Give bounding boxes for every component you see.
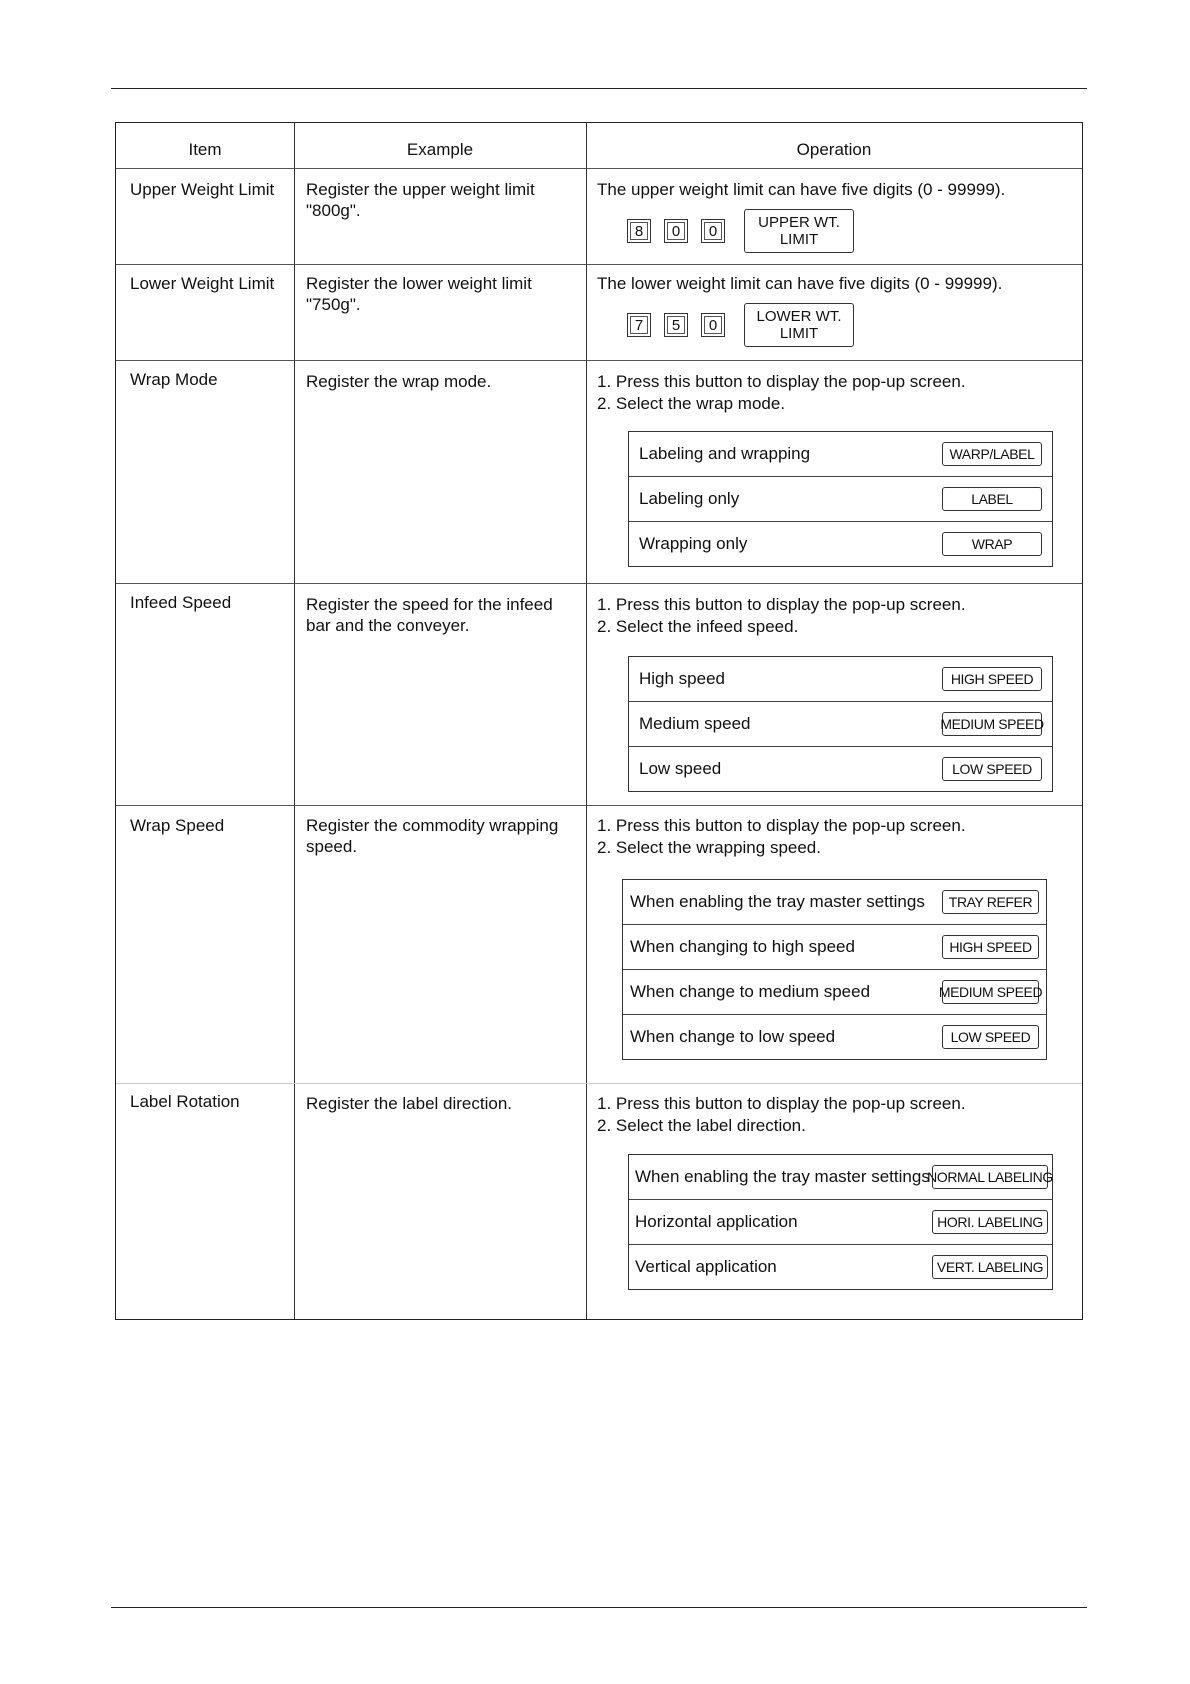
row-divider	[116, 360, 1082, 361]
row-divider	[116, 805, 1082, 806]
infeed-speed-option: Low speed LOW SPEED	[629, 747, 1052, 791]
item-upper-weight-limit: Upper Weight Limit	[130, 180, 275, 199]
item-infeed-speed: Infeed Speed	[130, 593, 232, 612]
wrap-mode-step-2: 2. Select the wrap mode.	[597, 394, 786, 413]
item-wrap-mode: Wrap Mode	[130, 370, 218, 389]
warp-label-button[interactable]: WARP/LABEL	[942, 442, 1042, 466]
settings-table	[115, 122, 1083, 1320]
numeric-key[interactable]: 7	[627, 313, 651, 337]
infeed-step-2: 2. Select the infeed speed.	[597, 617, 799, 636]
label-rotation-step-1: 1. Press this button to display the pop-up screen.	[597, 1094, 966, 1113]
numeric-key[interactable]: 8	[627, 219, 651, 243]
header-item: Item	[188, 140, 222, 159]
label-rotation-popup	[628, 1154, 1053, 1290]
label-rotation-option: Horizontal application HORI. LABELING	[629, 1200, 1052, 1245]
wrap-speed-step-2: 2. Select the wrapping speed.	[597, 838, 821, 857]
example-infeed-speed: Register the speed for the infeed bar and the conveyer.	[306, 595, 553, 635]
wrap-speed-option: When changing to high speed HIGH SPEED	[623, 925, 1046, 970]
header-operation: Operation	[796, 140, 872, 159]
low-speed-button[interactable]: LOW SPEED	[942, 757, 1042, 781]
wrap-mode-step-1: 1. Press this button to display the pop-up screen.	[597, 372, 966, 391]
example-wrap-speed: Register the commodity wrapping speed.	[306, 816, 559, 856]
wrap-mode-option: Labeling and wrapping WARP/LABEL	[629, 432, 1052, 477]
wrap-speed-option: When change to low speed LOW SPEED	[623, 1015, 1046, 1059]
infeed-speed-option: Medium speed MEDIUM SPEED	[629, 702, 1052, 747]
label-rotation-step-2: 2. Select the label direction.	[597, 1116, 806, 1135]
item-lower-weight-limit: Lower Weight Limit	[130, 274, 275, 293]
vert-labeling-button[interactable]: VERT. LABELING	[932, 1255, 1048, 1279]
label-rotation-option: Vertical application VERT. LABELING	[629, 1245, 1052, 1289]
wrap-speed-option: When change to medium speed MEDIUM SPEED	[623, 970, 1046, 1015]
example-upper-weight-limit: Register the upper weight limit "800g".	[306, 180, 535, 220]
label-button[interactable]: LABEL	[942, 487, 1042, 511]
footer-rule	[111, 1607, 1087, 1608]
numeric-key[interactable]: 0	[701, 219, 725, 243]
example-label-rotation: Register the label direction.	[306, 1094, 513, 1113]
operation-lower-weight-limit: The lower weight limit can have five digits (0 - 99999).	[597, 274, 1003, 293]
tray-refer-button[interactable]: TRAY REFER	[942, 890, 1039, 914]
row-divider	[116, 1083, 1082, 1084]
row-divider	[116, 583, 1082, 584]
high-speed-button[interactable]: HIGH SPEED	[942, 935, 1039, 959]
infeed-speed-popup	[628, 656, 1053, 792]
example-lower-weight-limit: Register the lower weight limit "750g".	[306, 274, 532, 314]
wrap-speed-popup	[622, 879, 1047, 1060]
high-speed-button[interactable]: HIGH SPEED	[942, 667, 1042, 691]
operation-upper-weight-limit: The upper weight limit can have five digits (0 - 99999).	[597, 180, 1006, 199]
wrap-mode-option: Wrapping only WRAP	[629, 522, 1052, 566]
lower-limit-key-sequence	[627, 303, 854, 347]
wrap-speed-option: When enabling the tray master settings TRAY REFER	[623, 880, 1046, 925]
row-divider	[116, 168, 1082, 169]
low-speed-button[interactable]: LOW SPEED	[942, 1025, 1039, 1049]
normal-labeling-button[interactable]: NORMAL LABELING	[932, 1165, 1048, 1189]
header-rule	[111, 88, 1087, 89]
label-rotation-option: When enabling the tray master settings NORMAL LABELING	[629, 1155, 1052, 1200]
column-divider	[586, 123, 587, 1319]
infeed-speed-option: High speed HIGH SPEED	[629, 657, 1052, 702]
upper-limit-key-sequence	[627, 209, 854, 253]
item-wrap-speed: Wrap Speed	[130, 816, 225, 835]
infeed-step-1: 1. Press this button to display the pop-up screen.	[597, 595, 966, 614]
column-divider	[294, 123, 295, 1319]
numeric-key[interactable]: 0	[701, 313, 725, 337]
medium-speed-button[interactable]: MEDIUM SPEED	[942, 980, 1039, 1004]
row-divider	[116, 264, 1082, 265]
numeric-key[interactable]: 0	[664, 219, 688, 243]
item-label-rotation: Label Rotation	[130, 1092, 240, 1111]
numeric-key[interactable]: 5	[664, 313, 688, 337]
header-example: Example	[406, 140, 474, 159]
medium-speed-button[interactable]: MEDIUM SPEED	[942, 712, 1042, 736]
lower-wt-limit-button[interactable]: LOWER WT. LIMIT	[744, 303, 854, 347]
wrap-mode-option: Labeling only LABEL	[629, 477, 1052, 522]
example-wrap-mode: Register the wrap mode.	[306, 372, 492, 391]
wrap-speed-step-1: 1. Press this button to display the pop-up screen.	[597, 816, 966, 835]
wrap-mode-popup	[628, 431, 1053, 567]
hori-labeling-button[interactable]: HORI. LABELING	[932, 1210, 1048, 1234]
upper-wt-limit-button[interactable]: UPPER WT. LIMIT	[744, 209, 854, 253]
wrap-button[interactable]: WRAP	[942, 532, 1042, 556]
